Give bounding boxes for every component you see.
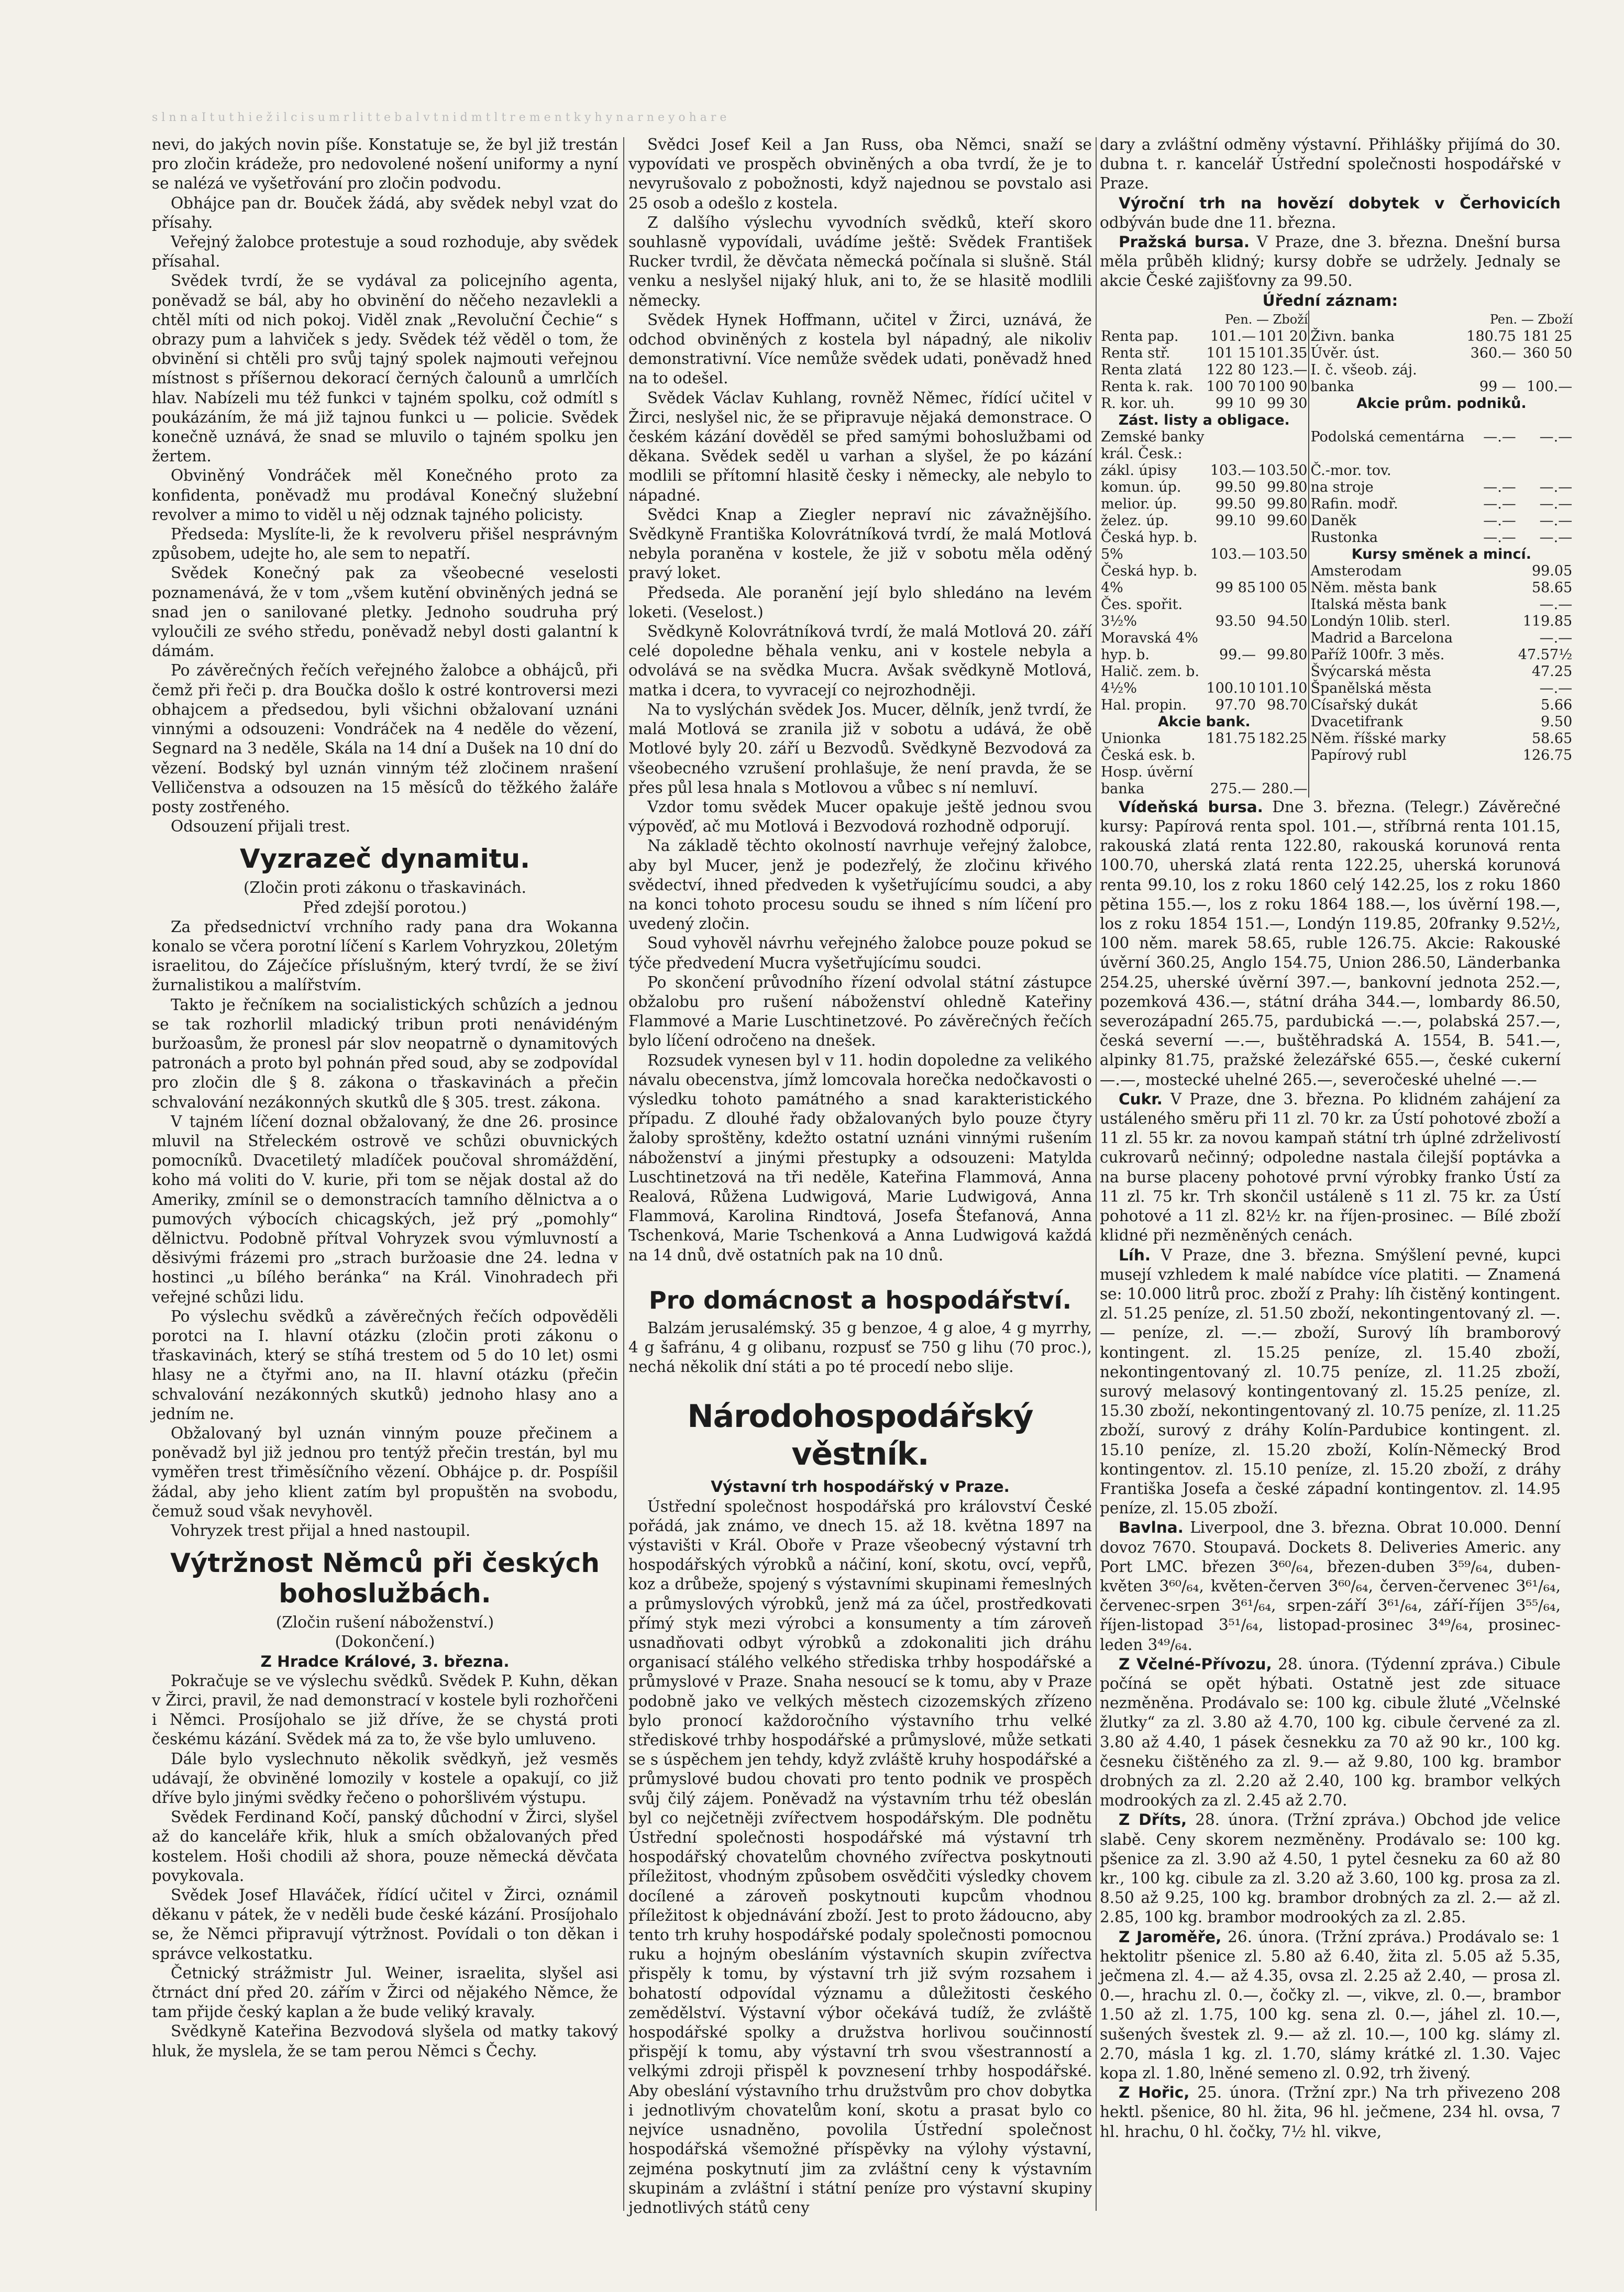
table-cell: —.—: [1539, 529, 1573, 546]
table-row: [1100, 647, 1573, 663]
table-cell: Švýcarská města: [1309, 663, 1517, 680]
quotes-header: Pen. — Zboží: [1225, 312, 1308, 327]
table-cell: I. č. všeob. záj.: [1309, 362, 1465, 379]
table-row: [1100, 697, 1573, 714]
table-cell: 99 85: [1215, 579, 1256, 596]
table-cell: 122 80: [1206, 361, 1256, 378]
table-cell: —.—: [1483, 495, 1516, 512]
report-text: V Praze, dne 3. března. Dnešní bursa měla průběh klidný; kursy dobře se udržely. Jednaly se akcie České zajišťovny za 99.50.: [1100, 233, 1561, 290]
report-text: odbýván bude dne 11. března.: [1100, 213, 1336, 231]
table-row: [1100, 747, 1573, 764]
quotes-header: Pen. — Zboží: [1489, 312, 1573, 327]
table-cell: 58.65: [1531, 730, 1573, 747]
report-text: Liverpool, dne 3. března. Obrat 10.000. Denní dovoz 7670. Stoupavá. Dockets 8. Deliveries Americ. any Port LMC. březen 3⁶⁰/₆₄, březen-duben 3⁵⁹/₆₄, duben-květen 3⁶⁰/₆₄, květen-červen 3⁶⁰/₆₄, červen-červenec 3⁶¹/₆₄, červenec-srpen 3⁶¹/₆₄, srpen-září 3⁶¹/₆₄, září-říjen 3⁵⁵/₆₄, říjen-listopad 3⁵¹/₆₄, listopad-prosinec 3⁴⁹/₆₄, prosinec-leden 3⁴⁹/₆₄.: [1100, 1519, 1561, 1654]
report-heading: Z Hořic,: [1119, 2084, 1190, 2102]
table-cell: Renta stř.: [1101, 345, 1170, 361]
table-cell: 100.—: [1527, 378, 1573, 395]
table-subheading: Akcie prům. podniků.: [1309, 395, 1573, 412]
paragraph: Obhájce pan dr. Bouček žádá, aby svědek nebyl vzat do přísahy.: [152, 194, 618, 231]
table-row: [1100, 529, 1573, 546]
paragraph: Odsouzení přijali trest.: [171, 817, 350, 836]
table-cell: 5%: [1101, 546, 1123, 562]
section-heading-economy: Národohospodářský věstník.: [687, 1398, 1033, 1473]
report-heading: Z Jaroměře,: [1119, 1928, 1222, 1946]
table-cell: [1257, 764, 1309, 781]
table-cell: [1206, 596, 1257, 613]
column-2: [628, 135, 1092, 2261]
table-cell: [1517, 462, 1573, 479]
table-cell: —.—: [1483, 428, 1516, 445]
quotes-table: [1100, 311, 1573, 798]
table-cell: 47.25: [1531, 663, 1573, 680]
paragraph: Rozsudek vynesen byl v 11. hodin dopoledne za velikého návalu obecenstva, jímž lomcovala horečka nedočkavosti o výsledku tohoto památného a snad karakteristického případu. Z dlouhé řady obžalovaných bylo pouze čtyry žaloby sproštěny, kdežto ostatní uznáni vinnými rušením náboženství a jinými přestupky a odsouzeni: Matylda Luschtinetzová na tři neděle, Kateřina Flammová, Anna Realová, Růžena Ludwigová, Marie Ludwigová, Anna Flammová, Karolina Rindtová, Josefa Štefanová, Anna Tschenková, Marie Tschenková a Anna Ludwigová každá na 14 dnů, dvě ostatních pak na 10 dnů.: [628, 1051, 1092, 1264]
table-cell: banka: [1101, 780, 1145, 797]
table-cell: Živn. banka: [1309, 328, 1465, 345]
table-cell: Paříž 100fr. 3 měs.: [1309, 647, 1517, 663]
table-cell: 101 20: [1258, 328, 1308, 345]
table-cell: [1465, 446, 1517, 462]
paragraph: Z dalšího výslechu vyvodních svědků, kteří skoro souhlasně vypovídali, uvádíme ještě: Svědek František Rucker tvrdil, že děvčata německá počínala si slušně. Stál venku a neslyšel nijaký hluk, ani to, že se hlasitě modlili německy.: [628, 213, 1092, 309]
column-rule-1: [623, 137, 624, 2211]
table-cell: Císařský dukát: [1309, 697, 1517, 714]
table-cell: [1257, 663, 1309, 680]
table-cell: Daněk: [1309, 513, 1465, 529]
table-cell: 101.35: [1258, 345, 1308, 361]
table-row: [1100, 781, 1573, 798]
table-cell: 99 10: [1215, 395, 1256, 412]
table-cell: Rustonka: [1309, 529, 1465, 546]
table-cell: 99.60: [1267, 512, 1308, 529]
table-row: [1100, 429, 1573, 446]
report-heading: Líh.: [1119, 1246, 1151, 1264]
report-text: V Praze, dne 3. března. Smýšlení pevné, kupci musejí vzhledem k malé nabídce více platiti. — Znamená se: 10.000 litrů proc. zboží z Prahy: líh čistěný kontingent. zl. 51.25 peníze, zl. 51.50 zboží, nekontingentovaný zl. —.— peníze, zl. —.— zboží, Surový líh bramborový kontingent. zl. 15.25 peníze, zl. 15.40 zboží, nekontingentovaný zl. 10.75 peníze, zl. 11.25 zboží, surový melasový kontingentovaný zl. 15.25 peníze, zl. 15.30 zboží, nekontingentovaný zl. 10.75 peníze, zl. 11.25 zboží, surový z dráhy Kolín-Pardubice kontingent. zl. 15.10 peníze, zl. 15.20 zboží, Kolín-Německý Brod kontingentov. zl. 15.10 peníze, zl. 15.20 zboží, z dráhy Františka Josefa a české západní kontingentov. zl. 14.95 peníze, zl. 15.05 zboží.: [1100, 1246, 1561, 1518]
table-row: [1100, 345, 1573, 362]
report-text: Dne 3. března. (Telegr.) Závěrečné kursy: Papírová renta spol. 101.—, stříbrná renta 101.15, rakouská zlatá renta 122.80, rakouská korunová renta 100.70, uherská zlatá renta 122.25, uherská korunová renta 99.10, los z roku 1860 celý 142.25, los z roku 1860 pětina 155.—, los z roku 1864 188.—, los úvěrní 198.—, los z roku 1854 151.—, Londýn 119.85, 20franky 9.52½, 100 něm. marek 58.65, ruble 126.75. Akcie: Rakouské úvěrní 360.25, Anglo 154.75, Union 286.50, Länderbanka 254.25, uherské úvěrní 397.—, bankovní jednota 252.—, pozemková 436.—, státní dráha 344.—, lombardy 86.50, severozápadní 265.75, pardubická —.—, polabská 257.—, česká severní —.—, buštěhradská A. 1554, B. 541.—, alpinky 81.75, pražské železářské 655.—, české cukerní —.—, mostecké uhelné 265.—, severočeské uhelné —.—: [1100, 798, 1561, 1089]
table-cell: Unionka: [1101, 730, 1161, 747]
article-heading-dynamite: Vyzrazeč dynamitu.: [239, 844, 531, 874]
table-cell: 99.80: [1267, 479, 1308, 495]
table-cell: 119.85: [1522, 613, 1573, 629]
table-cell: Česká hyp. b.: [1101, 529, 1198, 546]
paragraph: Ústřední společnost hospodářská pro království České pořádá, jak známo, ve dnech 15. až 18. května 1897 na výstavišti v Král. Oboře v Praze všeobecný výstavní trh hospodářských výrobků a náčiní, koní, skotu, ovcí, vepřů, koz a drůbeže, spojený s výstavními skupinami řemeslných a průmyslových výrobků, jenž má za účel, prostředkovati přímý styk mezi výrobci a konsumenty a tím zároveň usnadňovati odbyt výrobků a zdokonaliti jich dráhu organisací stálého velkého střediska trhby hospodářské a průmyslové v Praze. Snaha nesoucí se k tomu, aby v Praze podobně jako ve velkých městech cizozemských zřízeno bylo pronocí každoročního výstavního trhu velké střediskové trhby hospodářské a průmyslové, může setkati se s úspěchem jen tehdy, když zvláště kruhy hospodářské a průmyslové budou chovati pro tento podnik ve prospěch svůj čilý zájem. Poněvadž na výstavním trhu též obeslán byl co nejčetněji zvířectvem hospodářským. Dle podnětu Ústřední společnosti hospodářské má výstavní trh hospodářský chovatelům chovného zvířectva poskytnouti příležitost, vhodným způsobem osvědčiti výsledky chovem docílené a zároveň poskytnouti kupcům vhodnou příležitost k objednávání zboží. Jest to proto žádoucno, aby tento trh kruhy hospodářské podaly společnosti pomocnou ruku a hojným obesláním výstavních skupin zvířectva přispěly k tomu, by výstavní trh již svým rozsahem i bohatostí odpovídal významu a důležitosti českého zemědělství. Výstavní výbor očekává tudíž, že zvláště hospodářské spolky a družstva horlivou součinností přispějí k tomu, aby výstavní trh svou všestranností a velkými zdroji přispěl k povznesení trhby hospodářské. Aby obeslání výstavního trhu družstvům pro chov dobytka i jednotlivým chovatelům koní, skotu a prasat bylo co nejvíce usnadněno, povolila Ústřední společnost hospodářská všemožné příspěvky na výlohy výstavní, zejména poskytnutí jim za zvláštní ceny k výstavním skupinám a zvláštní i státní peníze pro výstavní skupiny jednotlivých států ceny: [628, 1497, 1092, 2217]
table-cell: 100.10: [1206, 680, 1256, 696]
table-cell: 99 —: [1479, 378, 1516, 395]
paragraph: Soud vyhověl návrhu veřejného žalobce pouze pokud se týče předvedení Mucra vyšetřujícímu soudci.: [628, 934, 1092, 972]
paragraph: Po skončení průvodního řízení odvolal státní zástupce obžalobu pro rušení náboženství ohledně Kateřiny Flammové a Marie Luschtinetzové. Po závěrečných řečích bylo líčení odročeno na dnešek.: [628, 973, 1092, 1050]
table-row: [1100, 596, 1573, 613]
paragraph: Předseda. Ale poranění její bylo shledáno na levém loketi. (Veselost.): [628, 583, 1092, 621]
table-cell: Papírový rubl: [1309, 747, 1517, 764]
table-cell: [1257, 446, 1309, 462]
table-cell: Halič. zem. b.: [1101, 663, 1200, 680]
paragraph: Svědek Hynek Hoffmann, učitel v Žirci, uznává, že odchod obviněných z kostela byl nápadný, ale nikoliv demonstrativní. Více nemůže svědek udati, poněvadž hned na to odešel.: [628, 311, 1092, 387]
paragraph: Takto je řečníkem na socialistických schůzích a jednou se tak rozhorlil mladický tribun proti nenávidéným buržoasům, že pronesl pár slov neopatrně o dynamitových patronách a proto byl pohnán před soud, aby se zodpovídal pro zločin dle § 8. zákona o třaskavinách a přečin schvalování nezákonných skutků dle § 305. trest. zákona.: [152, 995, 618, 1111]
table-cell: [1206, 429, 1257, 446]
table-cell: Č.-mor. tov.: [1309, 462, 1465, 479]
table-subheading: Kursy směnek a mincí.: [1309, 546, 1573, 563]
table-cell: —.—: [1539, 428, 1573, 445]
article-heading-riot: Výtržnost Němců při českých: [170, 1548, 600, 1579]
table-cell: Čes. spořit.: [1101, 596, 1183, 613]
table-cell: [1206, 747, 1257, 764]
table-cell: 103.—: [1210, 462, 1256, 479]
table-cell: [1206, 663, 1257, 680]
paragraph: Svědek Konečný pak za všeobecné veselosti poznamenává, že v tom „všem kutění obviněných jedná se snad jen o sanilované pletky. Jednoho soudruha prý vyloučili ze svého středu, poněvadž nebyl dosti galantní k dámám.: [152, 564, 618, 660]
table-cell: 100 70: [1206, 378, 1256, 395]
table-cell: Renta pap.: [1101, 328, 1179, 345]
paragraph: Četnický strážmistr Jul. Weiner, israelita, slyšel asi čtrnáct dní před 20. zářím v Žirci od nějakého Němce, že tam přijde český kaplan a že bude veliký kravaly.: [152, 1964, 618, 2021]
table-cell: 181.75: [1206, 730, 1256, 747]
table-cell: Dvacetifrank: [1309, 714, 1517, 730]
report-heading: Bavlna.: [1119, 1519, 1184, 1537]
table-cell: 126.75: [1522, 747, 1573, 763]
article-heading-riot-2: bohoslužbách.: [279, 1578, 491, 1609]
table-row: [1100, 563, 1573, 580]
table-cell: [1257, 429, 1309, 446]
paragraph: Svědek Josef Hlaváček, řídící učitel v Žirci, oznámil děkanu v pátek, že v neděli bude české kázání. Prosíjohalo se, že Němci připravují výtržnost. Povídali o ton děkan i správce velkostatku.: [152, 1886, 618, 1963]
table-subheading: Zást. listy a obligace.: [1118, 412, 1290, 428]
table-cell: hyp. b.: [1101, 646, 1150, 663]
table-cell: [1206, 764, 1257, 781]
paragraph: Svědkyně Kateřina Bezvodová slyšela od matky takový hluk, že myslela, že se tam perou Němci s Čechy.: [152, 2022, 618, 2060]
table-row: [1100, 546, 1573, 563]
table-cell: [1257, 563, 1309, 580]
table-row: [1100, 630, 1573, 647]
paragraph: Po výslechu svědků a závěrečných řečích odpověděli porotci na I. hlavní otázku (zločin proti zákonu o třaskavinách, který se stíhá trestem od 5 do 10 let) osmi hlasy ne a čtyřmi ano, na II. hlavní otázku (přečin schvalování nezákonných skutků) jednoho hlasy ano a jedním ne.: [152, 1307, 618, 1423]
table-row: [1100, 580, 1573, 596]
table-cell: 99.50: [1215, 495, 1256, 512]
table-cell: komun. úp.: [1101, 479, 1181, 495]
table-cell: Hosp. úvěrní: [1101, 763, 1193, 780]
paragraph: Balzám jerusalémský. 35 g benzoe, 4 g aloe, 4 g myrrhy, 4 g šafránu, 4 g olibanu, rozpusť se 750 g lihu (70 proc.), nechá několik dní státi a po té procedí nebo slije.: [628, 1319, 1092, 1376]
table-cell: 93.50: [1215, 613, 1256, 629]
article-subheading: Před zdejší porotou.): [303, 898, 467, 916]
table-cell: Madrid a Barcelona: [1309, 630, 1517, 647]
table-row: [1100, 479, 1573, 496]
paragraph: Po závěrečných řečích veřejného žalobce a obhájců, při čemž při řeči p. dra Boučka došlo k ostré kontroversi mezi obhajcem a předsedou, byli všichni obžalovaní uznáni vinnými a odsouzeni: Vondráček na 4 neděle do vězení, Segnard na 3 neděle, Skála na 14 dní a Dušek na 10 dní do vězení. Bodský byl uznán vinným též zločinem nrašení Velličenstva a odsouzen na 15 měsíců do těžkého žaláře posty zostřeného.: [152, 661, 618, 816]
table-cell: zákl. úpisy: [1101, 462, 1177, 479]
dateline: Z Hradce Králové, 3. března.: [260, 1652, 510, 1670]
report-heading: Výroční trh na hovězí dobytek v Čerhovicích: [1119, 194, 1561, 212]
report-text: 28. února. (Týdenní zpráva.) Cibule počíná se opět hýbati. Ostatně jest zde situace nezměněna. Prodávalo se: 100 kg. cibule žluté „Včelnské žlutky“ za zl. 3.80 až 4.70, 100 kg. cibule červené za zl. 3.80 až 4.40, 1 pásek česnekku za 70 až 90 kr., 100 kg. česneku čištěného za zl. 9.— až 9.80, 100 kg. brambor drobných za zl. 2.20 až 2.40, 100 kg. brambor velkých modrookých za zl. 2.45 až 2.70.: [1100, 1655, 1561, 1810]
table-cell: 99.80: [1267, 495, 1308, 512]
table-cell: 4%: [1101, 579, 1123, 596]
column-1: [152, 135, 618, 2261]
paragraph: Obviněný Vondráček měl Konečného proto za konfidenta, poněvadž mu prodával Konečný služební revolver a mimo to viděl u něj odznak tajného policisty.: [152, 467, 618, 524]
table-cell: 360 50: [1522, 345, 1573, 361]
table-row: [1100, 446, 1573, 462]
table-cell: 99.80: [1267, 646, 1308, 663]
table-cell: 360.—: [1470, 345, 1516, 361]
table-cell: 100 05: [1258, 579, 1308, 596]
table-cell: 5.66: [1541, 696, 1573, 713]
paragraph: Vzdor tomu svědek Mucer opakuje ještě jednou svou výpověď, ač mu Motlová i Bezvodová rozhodně odporují.: [628, 798, 1092, 836]
table-row: [1100, 328, 1573, 345]
column-rule-2: [1096, 137, 1097, 2211]
table-cell: 99.10: [1215, 512, 1256, 529]
table-cell: želez. úp.: [1101, 512, 1169, 529]
table-cell: Zemské banky: [1101, 428, 1205, 445]
table-row: [1100, 663, 1573, 680]
table-cell: 100 90: [1258, 378, 1308, 395]
table-cell: —.—: [1539, 629, 1573, 646]
paragraph: Svědci Josef Keil a Jan Russ, oba Němci, snaží se vypovídati ve prospěch obviněných a oba tvrdí, že je to nevyrušovalo z pobožnosti, když najednou se povstalo asi 25 osob a odešlo z kostela.: [628, 136, 1092, 212]
article-subheading: (Zločin proti zákonu o třaskavinách.: [244, 879, 526, 897]
paragraph: Svědkyně Kolovrátníková tvrdí, že malá Motlová 20. září celé dopoledne běhala venku, ani v kostele nebyla a odvolává se na svědka Mucra. Avšak svědkyně Motlová, matka i dcera, to vyvracejí co nejrozhodněji.: [628, 623, 1092, 699]
table-cell: 280.—: [1262, 780, 1308, 797]
table-cell: 182.25: [1258, 730, 1308, 747]
table-cell: král. Česk.:: [1101, 445, 1183, 462]
table-cell: Úvěr. úst.: [1309, 345, 1465, 362]
table-cell: 94.50: [1267, 613, 1308, 629]
paragraph: Svědek Václav Kuhlang, rovněž Němec, řídící učitel v Žirci, neslyšel nic, že se připravuje nějaká demonstrace. O českém kázání dověděl se před samými bohoslužbami od děkana. Svědek seděl u varhan a slyšel, že po kázání modlili se přítomní hlasitě česky i německy, ale nebylo to nápadné.: [628, 389, 1092, 504]
table-cell: 99 30: [1267, 395, 1308, 412]
paragraph: Obžalovaný byl uznán vinným pouze přečinem a poněvadž byl již jednou pro tentýž přečin trestán, byl mu vyměřen trest třiměsíčního vězení. Obhájce p. dr. Pospíšil žádal, aby jeho klient zatím byl propuštěn na svobodu, čemuž soud však nevyhověl.: [152, 1424, 618, 1520]
table-cell: 101.—: [1210, 328, 1256, 345]
table-cell: [1517, 362, 1573, 379]
table-cell: na stroje: [1309, 479, 1465, 496]
article-subheading: (Dokončení.): [335, 1633, 435, 1651]
paragraph: Vohryzek trest přijal a hned nastoupil.: [171, 1522, 471, 1540]
report-text: 25. února. (Tržní zpr.) Na trh přivezeno 208 hektl. pšenice, 80 hl. žita, 96 hl. ječmene, 234 hl. ovsa, 7 hl. hrachu, 0 hl. čočky, 7½ hl. vikve,: [1100, 2084, 1561, 2141]
table-cell: 99.—: [1219, 646, 1256, 663]
table-cell: 123.—: [1262, 361, 1308, 378]
article-heading-trade-fair: Výstavní trh hospodářský v Praze.: [711, 1478, 1010, 1496]
table-cell: —.—: [1539, 495, 1573, 512]
table-cell: R. kor. uh.: [1101, 395, 1175, 412]
table-row: [1100, 764, 1573, 781]
paragraph: Svědci Knap a Ziegler nepraví nic závažnějšího. Svědkyně Františka Kolovrátníková tvrdí, že malá Motlová nebyla poraněna v kostele, že již v sobotu měla oděný pravý loket.: [628, 505, 1092, 582]
paragraph: Za předsednictví vrchního rady pana dra Wokanna konalo se včera porotní líčení s Karlem Vohryzkou, 20letým israelitou, do Záječíce příslušným, který tvrdí, že se živí žurnalistikou a malířstvím.: [152, 917, 618, 994]
table-row: [1100, 379, 1573, 395]
table-cell: —.—: [1539, 596, 1573, 613]
table-cell: [1517, 446, 1573, 462]
table-cell: [1309, 446, 1465, 462]
table-cell: melior. úp.: [1101, 495, 1177, 512]
table-cell: 97.70: [1215, 696, 1256, 713]
table-cell: Rafin. modř.: [1309, 496, 1465, 513]
table-cell: banka: [1309, 379, 1465, 395]
table-row: [1100, 395, 1573, 412]
torn-header-text: s l n n a I t u t h i e ž i l c i s u m r l i t t e b a l v t n i d m t l t r e m e n t k y h y n a r n e y o h a r e: [152, 111, 727, 124]
table-cell: 181 25: [1522, 328, 1573, 345]
paragraph: Na základě těchto okolností navrhuje veřejný žalobce, aby byl Mucer, jenž je podezřelý, že zločinu křivého svědectví, ihned předveden k vyšetřujícímu soudci, a aby na konci tohoto procesu soudu se ihned s ním líčení pro uvedený zločin.: [628, 837, 1092, 933]
paragraph: Dále bylo vyslechnuto několik svědkyň, jež vesměs udávají, že obviněné lomozily v kostele a opakují, co již dříve bylo jinými svědky řečeno o pohoršlivém výstupu.: [152, 1750, 618, 1807]
section-heading-household: Pro domácnost a hospodářství.: [648, 1286, 1072, 1314]
paragraph: V tajném líčení doznal obžalovaný, že dne 26. prosince mluvil na Střeleckém ostrově ve schůzi obuvnických pomocníků. Dvacetiletý mladíček poučoval shromáždění, koho má voliti do V. kurie, při tom se nějak dostal až do Ameriky, zmínil se o demonstracích tamního dělnictva a o pumových výbocích chicagských, jež prý „pomohly“ dělnictvu. Podobně přítval Vohryzek svou výmluvností a děsivými frázemi pro „strach buržoasie dne 24. ledna v hostinci „u bílého beránka“ na Král. Vinohradech při veřejné schůzi lidu.: [152, 1112, 618, 1306]
table-cell: 180.75: [1466, 328, 1516, 345]
report-heading: Pražská bursa.: [1119, 233, 1250, 251]
paragraph: Svědek tvrdí, že se vydával za policejního agenta, poněvadž se bál, aby ho obvinění do něčeho nezavlekli a chtěl míti od nich pokoj. Viděl znak „Revoluční Čechie“ s obrazy pum a lahviček s jedy. Svědek též věděl o tom, že obvinění si chtěli pro svůj tajný spolek najmouti veřejnou místnost s příšernou dekorací černých čalounů a umrlčích hlav. Nabízeli mu též funkci v tajném spolku, což odmítl s poukázáním, že má již tajnou funkci u — policie. Svědek konečně uznává, že snad se mluvilo o tajném spolku jen žertem.: [152, 272, 618, 466]
table-row: [1100, 362, 1573, 379]
paragraph: Na to vyslýchán svědek Jos. Mucer, dělník, jenž tvrdí, že malá Motlová se zranila již v sobotu a udává, že obě Motlové byly 20. září u Bezvodů. Svědkyně Bezvodová za všeobecného vzrušení prohlašuje, že není pravda, že se přes půl lesa hnala s Motlovou a vůbec s ní nemluví.: [628, 700, 1092, 796]
table-row: [1100, 462, 1573, 479]
table-cell: Něm. říšské marky: [1309, 730, 1517, 747]
table-cell: Španělská města: [1309, 680, 1517, 697]
report-heading: Z Dříts,: [1119, 1811, 1187, 1829]
table-cell: Londýn 10lib. sterl.: [1309, 613, 1517, 630]
table-cell: 99.50: [1215, 479, 1256, 495]
table-cell: [1206, 446, 1257, 462]
table-cell: 103.—: [1210, 546, 1256, 562]
table-cell: 98.70: [1267, 696, 1308, 713]
table-cell: —.—: [1539, 680, 1573, 696]
table-cell: 9.50: [1541, 713, 1573, 730]
report-heading: Z Včelné-Přívozu,: [1119, 1655, 1272, 1673]
report-text: V Praze, dne 3. března. Po klidném zahájení za ustáleného směru při 11 zl. 70 kr. za Ústí pohotové zboží a 11 zl. 55 kr. za novou kampaň státní trh úplné zdrželivostí cukrovarů nečinný; odpoledne nastala čilejší poptávka a na burse placeny pohotové první výrobky franko Ústí za 11 zl. 75 kr. Trh skončil ustáleně s 11 zl. 75 kr. za Ústí pohotové a 11 zl. 82½ kr. na říjen-prosinec. — Bílé zboží klidné při nezměněných cenách.: [1100, 1090, 1561, 1245]
table-cell: —.—: [1539, 479, 1573, 495]
paragraph: Veřejný žalobce protestuje a soud rozhoduje, aby svědek přísahal.: [152, 233, 618, 271]
table-cell: —.—: [1539, 512, 1573, 529]
table-row: [1100, 513, 1573, 529]
table-cell: [1257, 747, 1309, 764]
table-row: [1100, 613, 1573, 630]
table-cell: Česká hyp. b.: [1101, 562, 1198, 579]
paragraph: dary a zvláštní odměny výstavní. Přihlášky přijímá do 30. dubna t. r. kancelář Ústřední společnosti hospodářské v Praze.: [1100, 136, 1561, 193]
table-cell: 275.—: [1210, 780, 1256, 797]
table-cell: [1257, 596, 1309, 613]
table-cell: Renta k. rak.: [1101, 378, 1194, 395]
report-text: 28. února. (Tržní zpráva.) Obchod jde velice slabě. Ceny skorem nezměněny. Prodávalo se: 100 kg. pšenice za zl. 3.90 až 4.50, 1 pytel česneku za 60 až 80 kr., 100 kg. cibule za zl. 3.20 až 3.60, 100 kg. prosa za zl. 8.50 až 9.25, 100 kg. brambor drobných za zl. 2.— až zl. 2.85, 100 kg. brambor modrookých za zl. 2.85.: [1100, 1811, 1561, 1926]
table-cell: Amsterodam: [1309, 563, 1517, 580]
table-cell: Podolská cementárna: [1309, 429, 1465, 446]
table-cell: [1465, 362, 1517, 379]
report-heading: Vídeňská bursa.: [1119, 798, 1263, 816]
table-cell: 47.57½: [1518, 646, 1573, 663]
table-cell: 101.10: [1258, 680, 1308, 696]
paragraph: Svědek Ferdinand Kočí, panský důchodní v Žirci, slyšel až do kanceláře křik, hluk a smích obžalovaných před kostelem. Hoši chodili až shora, pouze německá děvčata povykovala.: [152, 1808, 618, 1885]
table-cell: 58.65: [1531, 579, 1573, 596]
paragraph: Předseda: Myslíte-li, že k revolveru přišel nesprávným způsobem, udejte ho, ale sem to nepatří.: [152, 525, 618, 563]
table-cell: [1465, 462, 1517, 479]
table-cell: 103.50: [1258, 546, 1308, 562]
table-cell: 103.50: [1258, 462, 1308, 479]
table-row: [1100, 730, 1573, 747]
table-cell: —.—: [1483, 512, 1516, 529]
table-cell: Česká esk. b.: [1101, 747, 1196, 763]
table-cell: [1206, 529, 1257, 546]
table-cell: Renta zlatá: [1101, 361, 1183, 378]
table-cell: Hal. propin.: [1101, 696, 1187, 713]
table-cell: Něm. města bank: [1309, 580, 1517, 596]
table-cell: [1257, 630, 1309, 647]
article-subheading: (Zločin rušení náboženství.): [275, 1613, 494, 1632]
table-row: [1100, 714, 1573, 730]
table-cell: [1206, 630, 1257, 647]
table-cell: —.—: [1483, 529, 1516, 546]
table-cell: Italská města bank: [1309, 596, 1517, 613]
paragraph: nevi, do jakých novin píše. Konstatuje se, že byl již trestán pro zločin krádeže, pro nedovolené nošení uniformy a nyní se nalézá ve vyšetřování pro zločin podvodu.: [152, 136, 618, 193]
column-3: [1100, 135, 1573, 2261]
report-heading: Cukr.: [1119, 1090, 1163, 1108]
table-cell: 99.05: [1531, 562, 1573, 579]
table-row: [1100, 680, 1573, 697]
table-cell: —.—: [1483, 479, 1516, 495]
report-text: 26. února. (Tržní zpráva.) Prodávalo se: 1 hektolitr pšenice zl. 5.80 až 6.40, žita zl. 5.05 až 5.35, ječmena zl. 4.— až 4.35, ovsa zl. 2.25 až 2.40, — prosa zl. 0.—, hrachu zl. 0.—, čočky zl. —, vikve, zl. 0.—, brambor 1.50 až zl. 1.75, 100 kg. sena zl. 0.—, jáhel zl. 10.—, sušených švestek zl. 9.— až zl. 10.—, 100 kg. slámy zl. 2.70, másla 1 kg. zl. 1.70, slámy krátké zl. 1.30. Vajec kopa zl. 1.80, lněné semeno zl. 0.92, trh živený.: [1100, 1928, 1561, 2083]
table-subheading: Akcie bank.: [1157, 713, 1251, 730]
paragraph: Pokračuje se ve výslechu svědků. Svědek P. Kuhn, děkan v Žirci, pravil, že nad demonstrací v kostele byli rozhořčeni i Němci. Prosíjohalo se již dříve, že se chystá proti českému kázání. Svědek má za to, že vše bylo umluveno.: [152, 1671, 618, 1748]
table-cell: [1206, 563, 1257, 580]
table-row: [1100, 496, 1573, 513]
table-cell: 3½%: [1101, 613, 1137, 629]
table-cell: Moravská 4%: [1101, 629, 1198, 646]
table-cell: 101 15: [1206, 345, 1256, 361]
quotes-title: Úřední záznam:: [1262, 291, 1398, 309]
table-cell: 4½%: [1101, 680, 1137, 696]
table-cell: [1257, 529, 1309, 546]
